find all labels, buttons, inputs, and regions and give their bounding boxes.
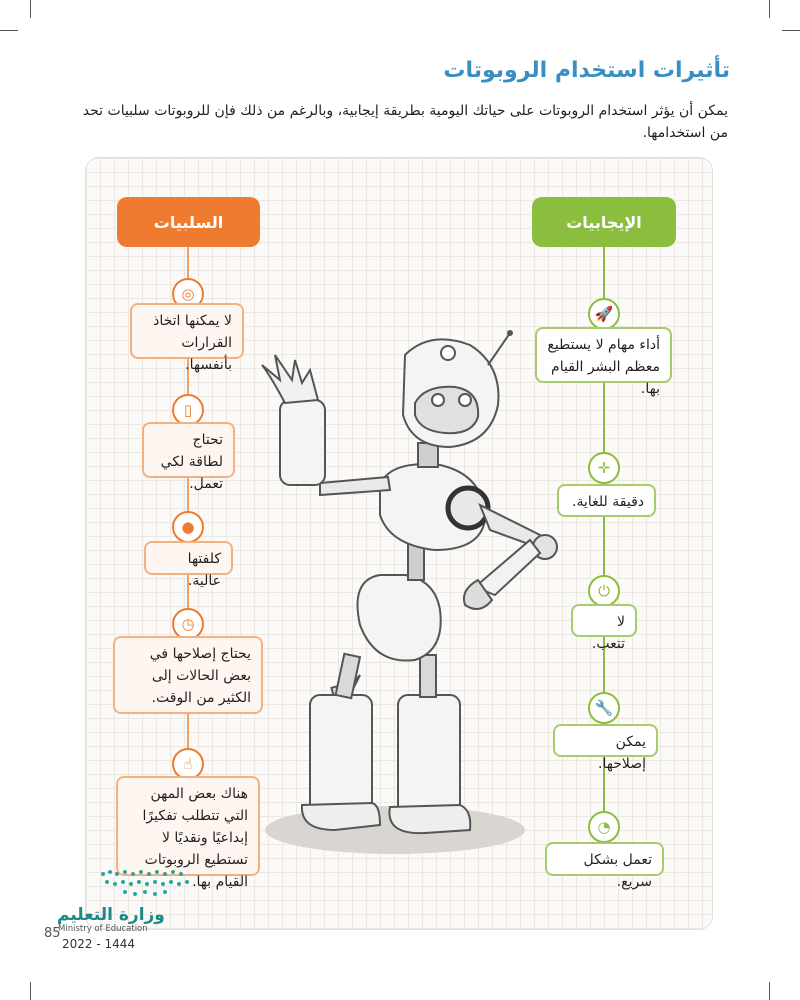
intro-paragraph: يمكن أن يؤثر استخدام الروبوتات على حياتك اليومية بطريقة إيجابية، وبالرغم من ذلك فإن للروبوتات سلبيات تحد من استخدامها.	[82, 103, 728, 141]
negatives-header: السلبيات	[117, 197, 260, 247]
crop-mark	[769, 0, 770, 18]
signal-icon: ◎	[172, 278, 204, 310]
crop-mark	[30, 982, 31, 1000]
ministry-name-english: Ministry of Education	[58, 924, 148, 934]
positive-item-2: دقيقة للغاية.	[557, 484, 656, 517]
positive-item-3: لا تتعب.	[571, 604, 637, 637]
coins-icon: ●	[172, 511, 204, 543]
negative-item-2: تحتاج لطاقة لكي تعمل.	[142, 422, 235, 478]
page-title: تأثيرات استخدام الروبوتات	[443, 58, 730, 83]
crop-mark	[769, 982, 770, 1000]
battery-icon: ▯	[172, 394, 204, 426]
negative-item-5: هناك بعض المهن التي تتطلب تفكيرًا إبداعيًا ونقديًا لا تستطيع الروبوتات القيام بها.	[116, 776, 260, 876]
repair-tools-icon: 🔧	[588, 692, 620, 724]
positive-item-1: أداء مهام لا يستطيع معظم البشر القيام بها.	[535, 327, 672, 383]
precision-target-icon: ✛	[588, 452, 620, 484]
power-icon: ⏻	[588, 575, 620, 607]
positives-header: الإيجابيات	[532, 197, 676, 247]
negative-item-1: لا يمكنها اتخاذ القرارات بأنفسها.	[130, 303, 244, 359]
ministry-name-arabic: وزارة التعليم	[57, 905, 165, 925]
crop-mark	[30, 0, 31, 18]
crop-mark	[0, 30, 18, 31]
page-number: 85	[44, 926, 61, 941]
positive-item-4: يمكن إصلاحها.	[553, 724, 658, 757]
robot-illustration	[240, 325, 570, 865]
negative-item-4: يحتاج إصلاحها في بعض الحالات إلى الكثير من الوقت.	[113, 636, 263, 714]
clock-icon: ◷	[172, 608, 204, 640]
pointing-hand-icon: ☝	[172, 748, 204, 780]
ministry-logo	[95, 866, 195, 900]
crop-mark	[782, 30, 800, 31]
speedometer-icon: ◔	[588, 811, 620, 843]
positive-item-5: تعمل بشكل سريع.	[545, 842, 664, 876]
edition-year: 2022 - 1444	[62, 937, 136, 951]
rocket-icon: 🚀	[588, 298, 620, 330]
negative-item-3: كلفتها عالية.	[144, 541, 233, 575]
